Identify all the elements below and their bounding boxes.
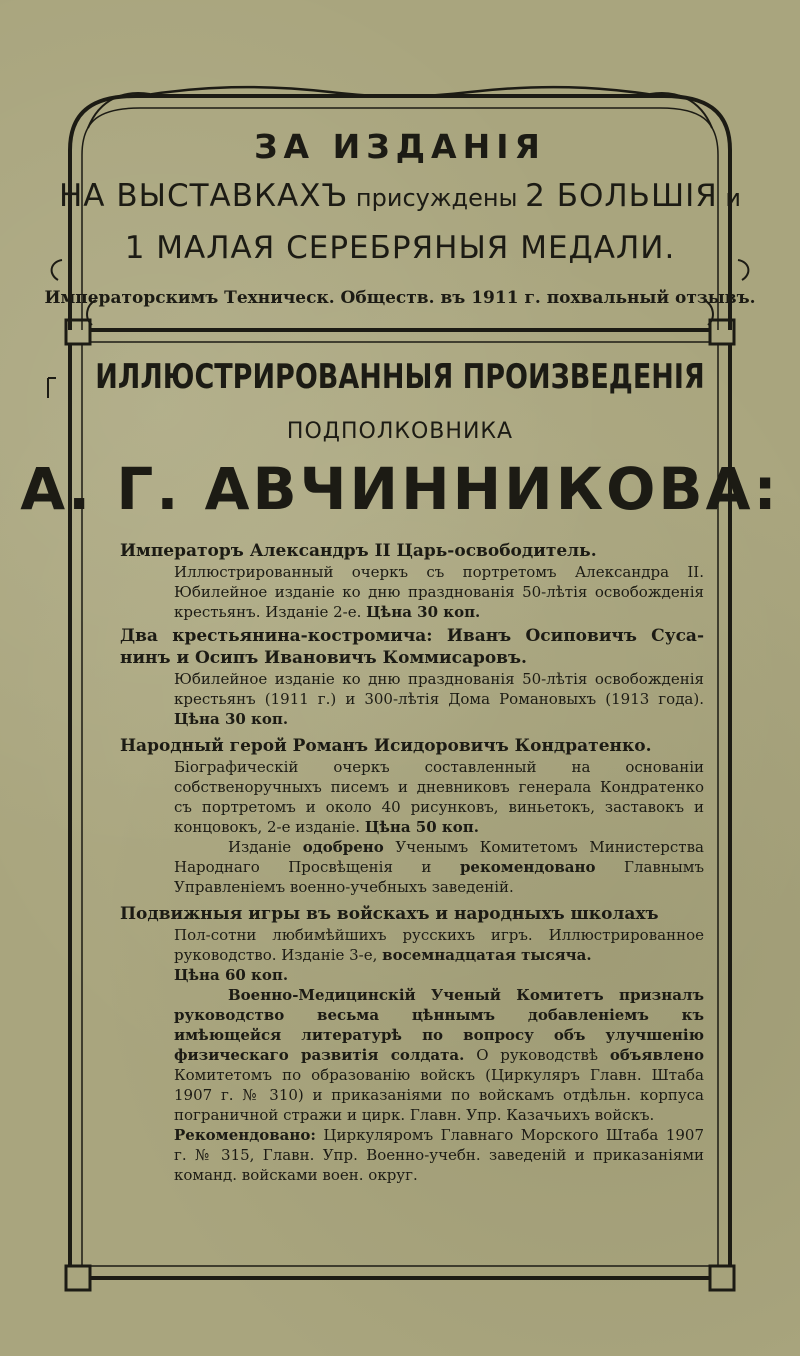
entry-3-text: Біографическій очеркъ составленный на основаніи собственоручныхъ писемъ и дневниковъ генерала Кондратенко съ портретомъ и около 40 рисунковъ, виньетокъ, заставокъ и концовокъ, 2-е изданіе.	[174, 758, 704, 836]
entry-2-text: Юбилейное изданіе ко дню празднованія 50-лѣтія освобожденія крестьянъ (1911 г.) и 300-лѣтія Дома Романовыхъ (1913 года).	[174, 670, 704, 708]
entry-1-title: Императоръ Александръ II Царь-освободитель.	[120, 541, 597, 561]
entry-3-description	[174, 757, 704, 837]
entry-3-recommended: рекомендовано	[459, 858, 596, 876]
header-line-2-large: БОЛЬШІЯ	[545, 178, 718, 214]
author-name: А. Г. АВЧИННИКОВА:	[20, 455, 780, 523]
works-subtitle: ПОДПОЛКОВНИКА	[286, 419, 514, 444]
works-title: ИЛЛЮСТРИРОВАННЫЯ ПРОИЗВЕДЕНІЯ	[95, 358, 705, 397]
entry-4-committee-text2: О руководствѣ	[464, 1046, 610, 1064]
entry-3-approval-mid: Ученымъ Комитетомъ Министерства Народнаго Просвѣщенія и	[174, 838, 704, 876]
header-line-2	[0, 178, 800, 214]
header-line-2-exhibitions: НА ВЫСТАВКАХЪ	[58, 178, 349, 214]
entry-2-price: Цѣна 30 коп.	[174, 710, 289, 728]
entry-1-text: Иллюстрированный очеркъ съ портретомъ Александра II. Юбилейное изданіе ко дню празднованія 50-лѣтія освобожденія крестьянъ. Изданіе 2-е.	[174, 563, 704, 621]
entry-4-recommended-label: Рекомендовано:	[174, 1126, 316, 1144]
entry-4-committee-bold: Военно-Медицинскій Ученый Комитетъ призналъ руководство весьма цѣннымъ добавленіемъ къ имѣющейся литературѣ по вопросу объ улучшенію физическаго развитія солдата.	[174, 986, 704, 1064]
header-line-2-number: 2	[525, 178, 546, 214]
entry-3-price: Цѣна 50 коп.	[364, 818, 479, 836]
entry-4-price: Цѣна 60 коп.	[174, 966, 289, 984]
header-line-3: 1 МАЛАЯ СЕРЕБРЯНЫЯ МЕДАЛИ.	[124, 230, 676, 266]
entry-3-approval-pre: Изданіе	[228, 838, 303, 856]
entries-list	[120, 540, 704, 1185]
header-line-2-awarded: присуждены	[348, 184, 526, 212]
entry-4-announced: объявлено	[609, 1046, 704, 1064]
entry-2-title-line-1: Два крестьянина-костромича: Иванъ Осиповичъ Суса-	[120, 626, 704, 646]
entry-4-edition: восемнадцатая тысяча.	[382, 946, 592, 964]
entry-3-title: Народный герой Романъ Исидоровичъ Кондратенко.	[120, 736, 652, 756]
entry-4-recommended	[174, 1125, 704, 1185]
entry-4-committee-text3: Комитетомъ по образованію войскъ (Циркуляръ Главн. Штаба 1907 г. № 310) и приказаніями по войскамъ отдѣльн. корпуса пограничной стражи и цирк. Главн. Упр. Казачьихъ войскъ.	[174, 1066, 704, 1124]
entry-3-approval	[174, 837, 704, 897]
entry-4-recommended-text: Циркуляромъ Главнаго Морского Штаба 1907 г. № 315, Главн. Упр. Военно-учебн. заведеній и приказаніями команд. войсками воен. округ.	[174, 1126, 704, 1184]
entry-4-title: Подвижныя игры въ войскахъ и народныхъ школахъ	[120, 904, 659, 924]
entry-3-approved: одобрено	[302, 838, 384, 856]
entry-2-title-line-2: нинъ и Осипъ Ивановичъ Коммисаровъ.	[120, 648, 527, 668]
entry-4-text: Пол-сотни любимѣйшихъ русскихъ игръ. Иллюстрированное руководство. Изданіе 3-е,	[174, 926, 704, 964]
header-line-2-and: и	[717, 184, 742, 212]
entry-4-committee	[174, 985, 704, 1125]
entry-2-description	[174, 669, 704, 729]
entry-1-price: Цѣна 30 коп.	[366, 603, 481, 621]
entry-4-description	[174, 925, 704, 985]
entry-1-description	[174, 562, 704, 622]
header-line-1: ЗА ИЗДАНІЯ	[254, 127, 546, 166]
header-line-4: Императорскимъ Техническ. Обществ. въ 1911 г. похвальный отзывъ.	[44, 288, 756, 308]
entry-3-approval-post: Главнымъ Управленіемъ военно-учебныхъ заведеній.	[174, 858, 705, 896]
